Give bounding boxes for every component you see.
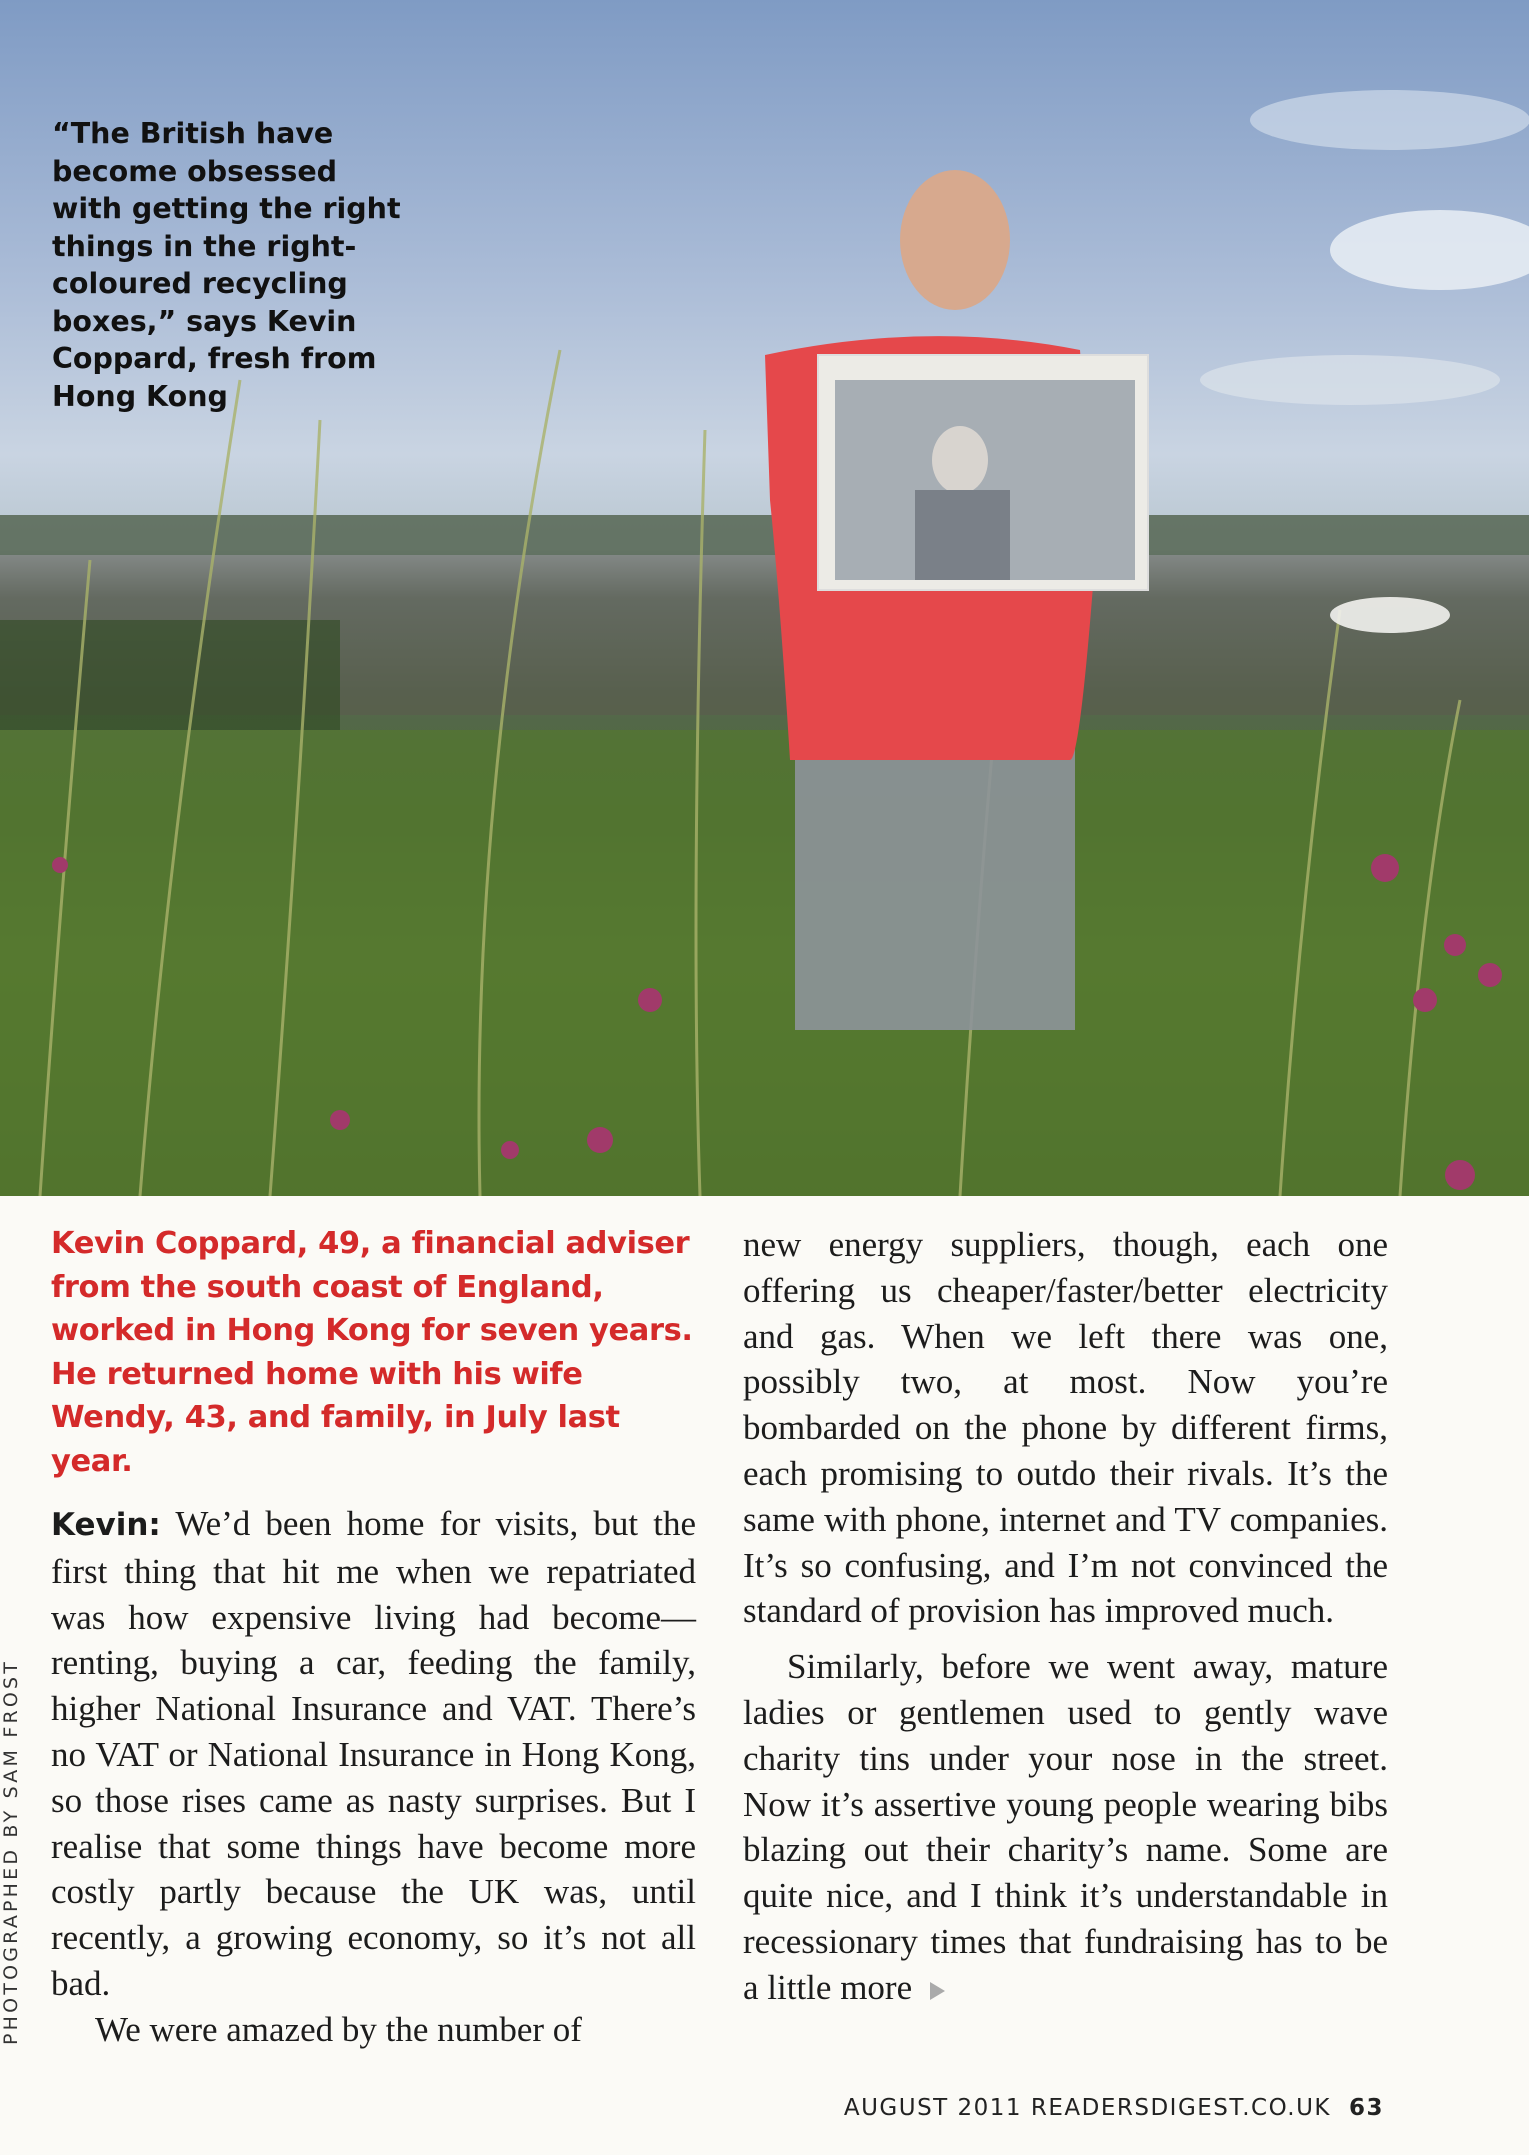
paragraph-3-text: Similarly, before we went away, mature ladies or gentlemen used to gently wave charity tins under your nose in the street. Now it’s assertive young people wearing bibs blazing out their charity’s name. Some are quite nice, and I think it’s understandable in recessionary times that fundraising has to be a little more	[743, 1647, 1388, 2007]
photo-caption: “The British have become obsessed with getting the right things in the right-coloured recycling boxes,” says Kevin Coppard, fresh from Hong Kong	[52, 117, 401, 413]
page-footer	[844, 2095, 1384, 2121]
continue-arrow-icon	[930, 1982, 945, 2000]
article-paragraph-1	[51, 1501, 696, 2007]
article-column-left	[51, 1222, 696, 2053]
article-paragraph-2-start: We were amazed by the number of	[95, 2009, 582, 2049]
article-paragraph-2-cont: new energy suppliers, though, each one offering us cheaper/faster/better electricity and gas. When we left there was one, possibly two, at most. Now you’re bombarded on the phone by different firms, each promising to outdo their rivals. It’s the same with phone, internet and TV companies. It’s so confusing, and I’m not convinced the standard of provision has improved much.	[743, 1225, 1388, 1631]
article-paragraph-3	[743, 1644, 1388, 2010]
article-column-right	[743, 1222, 1388, 2011]
page-number: 63	[1348, 2095, 1384, 2121]
photo-credit: PHOTOGRAPHED BY SAM FROST	[0, 1658, 22, 2045]
paragraph-1-text: We’d been home for visits, but the first thing that hit me when we repatriated was how expensive living had become—renting, buying a car, feeding the family, higher National Insurance and VAT. There’s no VAT or National Insurance in Hong Kong, so those rises came as nasty surprises. But I realise that some things have become more costly partly because the UK was, until recently, a growing economy, so it’s not all bad.	[51, 1504, 696, 2003]
speaker-label: Kevin:	[51, 1507, 161, 1543]
article-intro: Kevin Coppard, 49, a financial adviser from the south coast of England, worked in Hong Kong for seven years. He returned home with his wife Wendy, 43, and family, in July last year.	[51, 1226, 693, 1479]
footer-issue: AUGUST 2011 READERSDIGEST.CO.UK	[843, 2095, 1331, 2121]
